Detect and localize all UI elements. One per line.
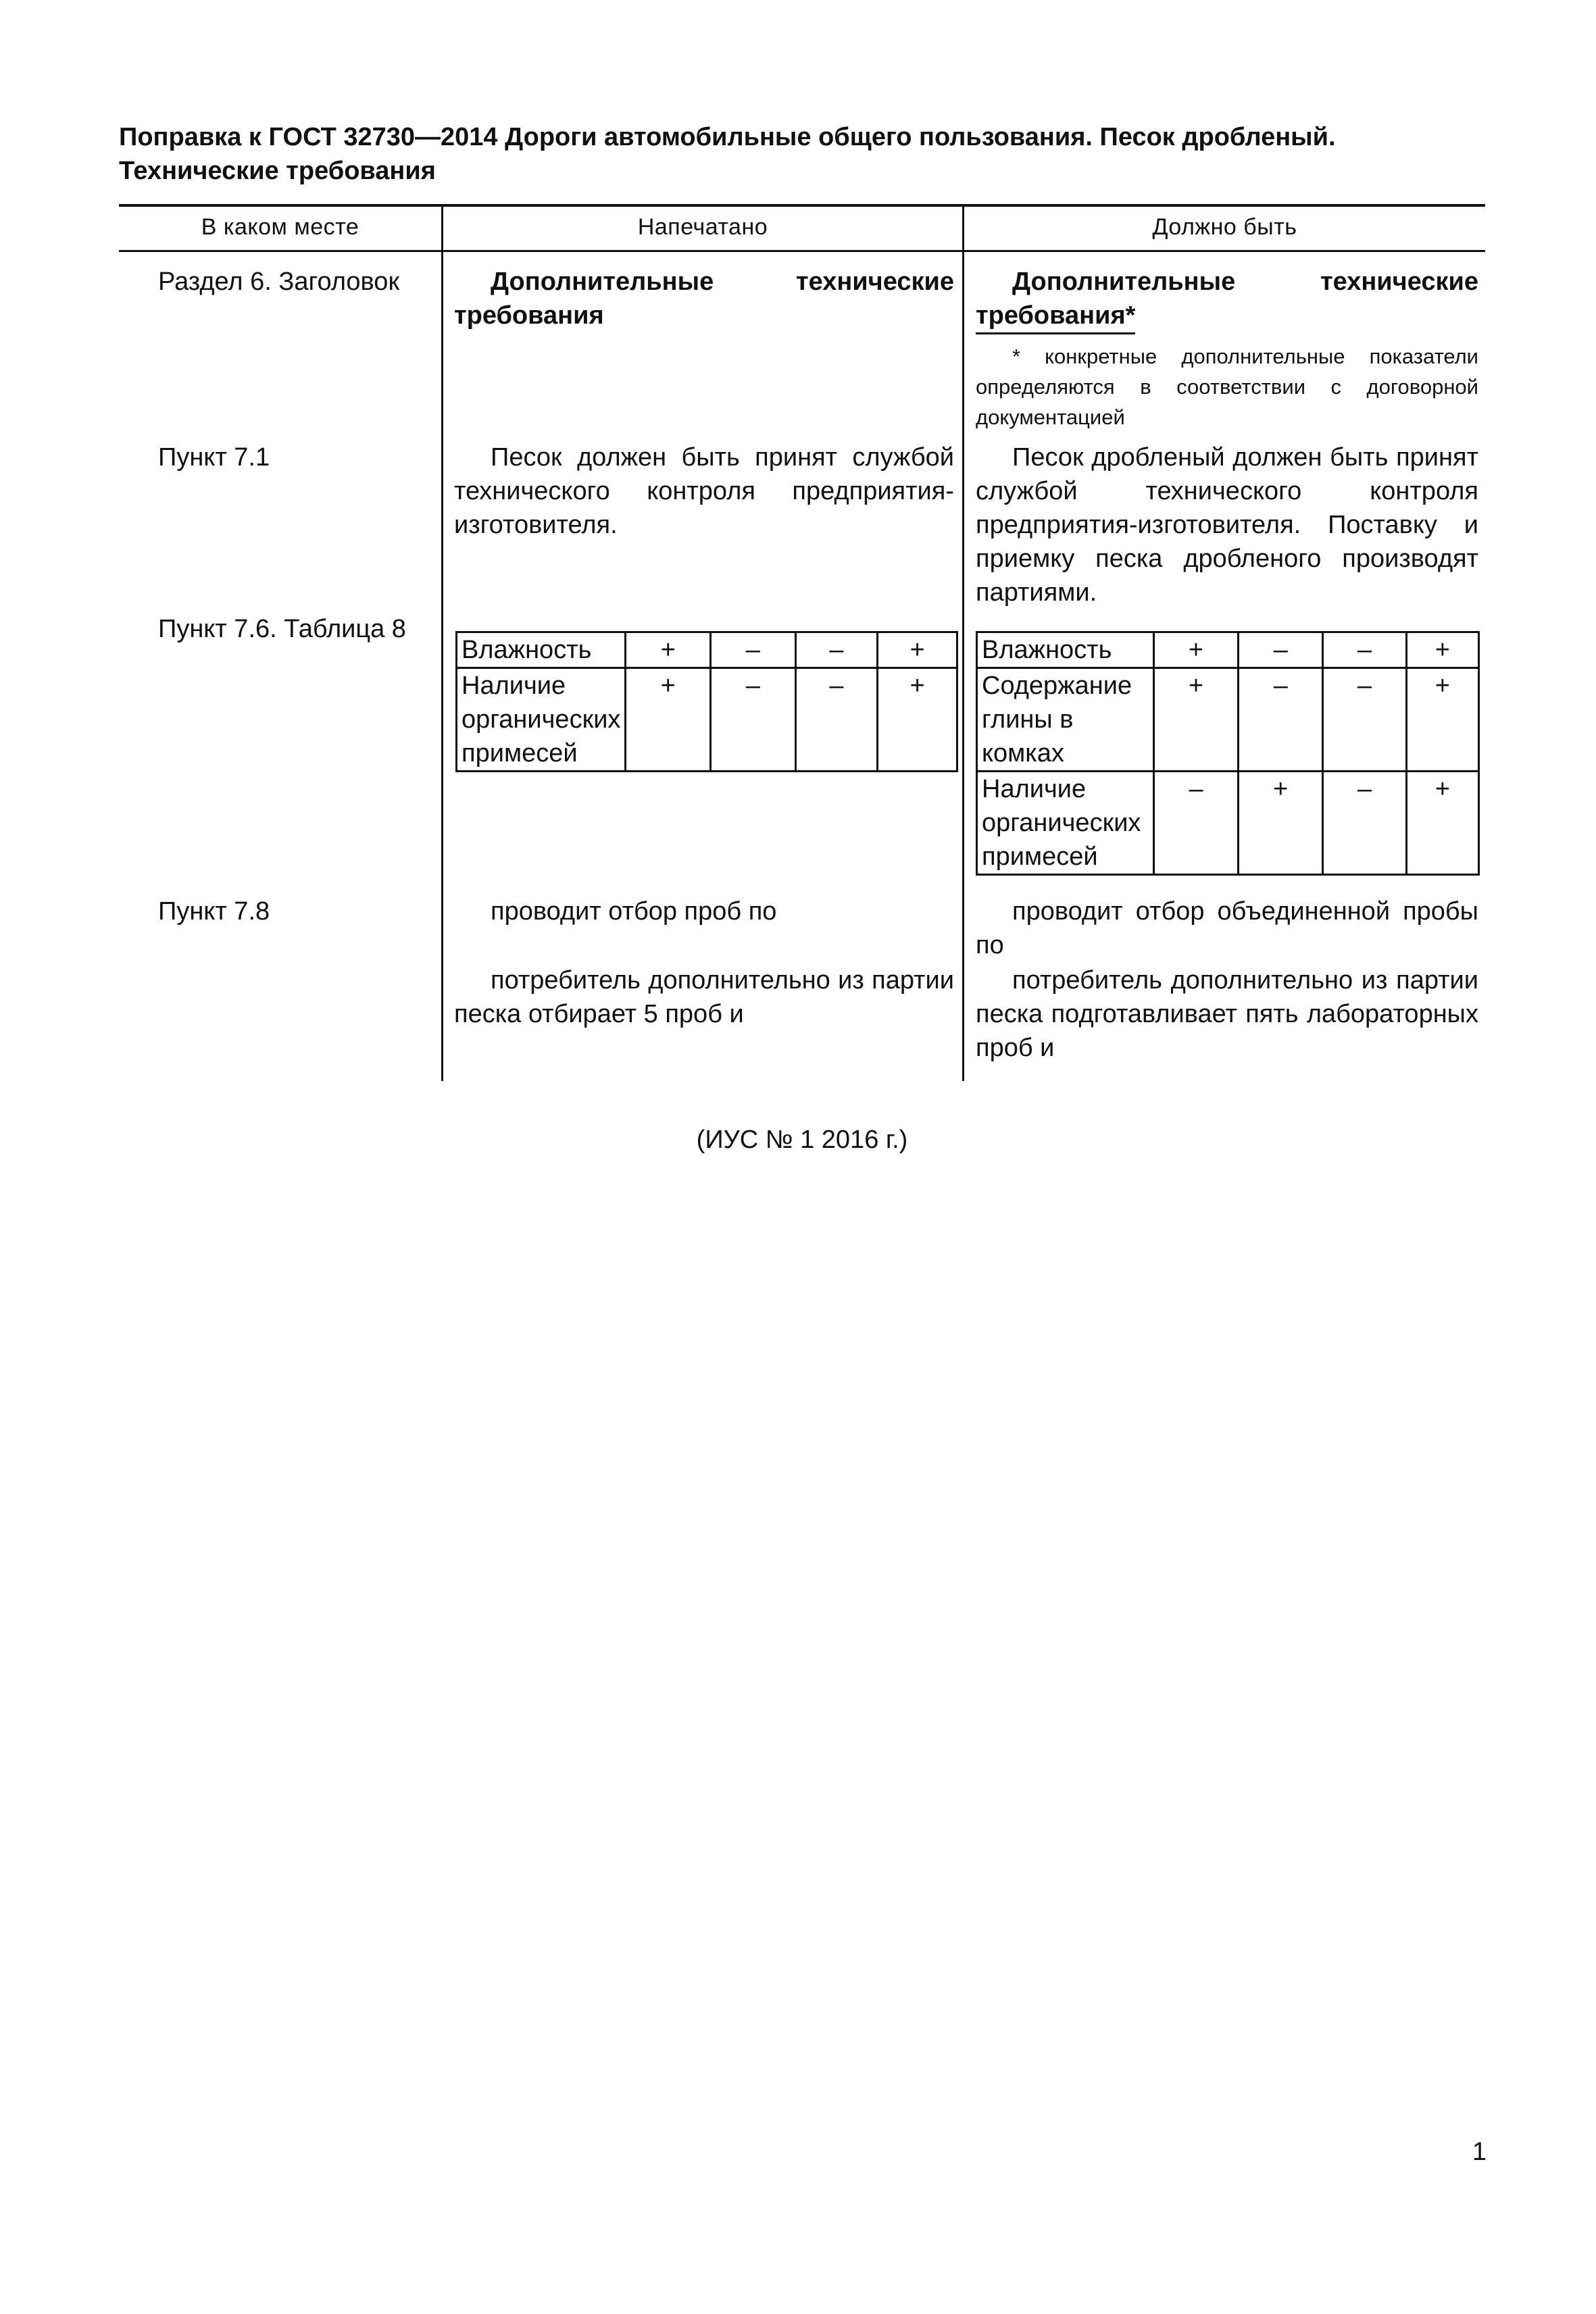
should-r3-m4: + xyxy=(1406,772,1478,875)
table-row xyxy=(457,632,957,668)
printed-r1-m1: + xyxy=(626,632,711,668)
printed-r2-m2: – xyxy=(711,668,796,772)
printed-r2-m4: + xyxy=(878,668,957,772)
should-r1-m3: – xyxy=(1323,632,1406,668)
should-r1-label: Влажность xyxy=(977,632,1154,668)
printed-r2-label: Наличие органических примесей xyxy=(457,668,626,772)
row-7-8-printed-1: проводит отбор проб по xyxy=(491,897,777,926)
printed-r1-label: Влажность xyxy=(457,632,626,668)
row-section6-where: Раздел 6. Заголовок xyxy=(158,268,400,296)
title-line-1: Поправка к ГОСТ 32730—2014 Дороги автомобильные общего пользования. Песок дробленый. xyxy=(119,123,1336,151)
footnote-rule xyxy=(976,332,1135,334)
table-top-rule xyxy=(119,204,1485,207)
table-row xyxy=(977,668,1479,772)
table-header-rule xyxy=(119,250,1485,252)
printed-r1-m2: – xyxy=(711,632,796,668)
header-should-be: Должно быть xyxy=(1152,214,1297,240)
should-r2-m3: – xyxy=(1323,668,1406,772)
row-7-1-should-be: Песок дробленый должен быть принят службой технического контроля предприятия-изготовителя. Поставку и приемку песка дробленого производят партиями. xyxy=(976,443,1478,607)
printed-r1-m3: – xyxy=(795,632,878,668)
row-section6-should-be: Дополнительные технические требования* xyxy=(976,268,1478,330)
should-r2-m1: + xyxy=(1153,668,1238,772)
should-r3-m1: – xyxy=(1153,772,1238,875)
should-r3-label: Наличие органических примесей xyxy=(977,772,1154,875)
should-r2-label: Содержание глины в комках xyxy=(977,668,1154,772)
printed-r2-m1: + xyxy=(626,668,711,772)
should-r1-m4: + xyxy=(1406,632,1478,668)
table-row xyxy=(457,668,957,772)
printed-table-8 xyxy=(455,631,958,772)
printed-r2-m3: – xyxy=(795,668,878,772)
header-printed: Напечатано xyxy=(637,214,768,240)
should-r3-m2: + xyxy=(1239,772,1323,875)
row-7-1-printed: Песок должен быть принят службой технического контроля предприятия-изготовителя. xyxy=(454,443,954,539)
should-r2-m2: – xyxy=(1239,668,1323,772)
row-section6-footnote: * конкретные дополнительные показатели определяются в соответствии с договорной документацией xyxy=(976,345,1478,429)
row-section6-printed: Дополнительные технические требования xyxy=(454,268,954,330)
row-7-1-where: Пункт 7.1 xyxy=(158,443,270,472)
printed-r1-m4: + xyxy=(878,632,957,668)
title-line-2: Технические требования xyxy=(119,157,436,185)
table-row xyxy=(977,772,1479,875)
row-7-8-printed-2: потребитель дополнительно из партии песка отбирает 5 проб и xyxy=(454,966,954,1028)
page-number: 1 xyxy=(1472,2138,1487,2166)
column-divider-2 xyxy=(962,204,964,1081)
should-be-table-8 xyxy=(976,631,1480,876)
table-row xyxy=(977,632,1479,668)
should-r2-m4: + xyxy=(1406,668,1478,772)
row-7-8-where: Пункт 7.8 xyxy=(158,897,270,926)
should-r1-m1: + xyxy=(1153,632,1238,668)
should-r3-m3: – xyxy=(1323,772,1406,875)
row-7-8-should-be-2: потребитель дополнительно из партии песка подготавливает пять лабораторных проб и xyxy=(976,966,1478,1062)
document-title xyxy=(119,120,1484,188)
footer-ius: (ИУС № 1 2016 г.) xyxy=(696,1126,908,1154)
should-r1-m2: – xyxy=(1239,632,1323,668)
row-7-8-should-be-1: проводит отбор объединенной пробы по xyxy=(976,897,1478,959)
header-where: В каком месте xyxy=(201,214,359,240)
row-7-6-where: Пункт 7.6. Таблица 8 xyxy=(158,615,406,643)
